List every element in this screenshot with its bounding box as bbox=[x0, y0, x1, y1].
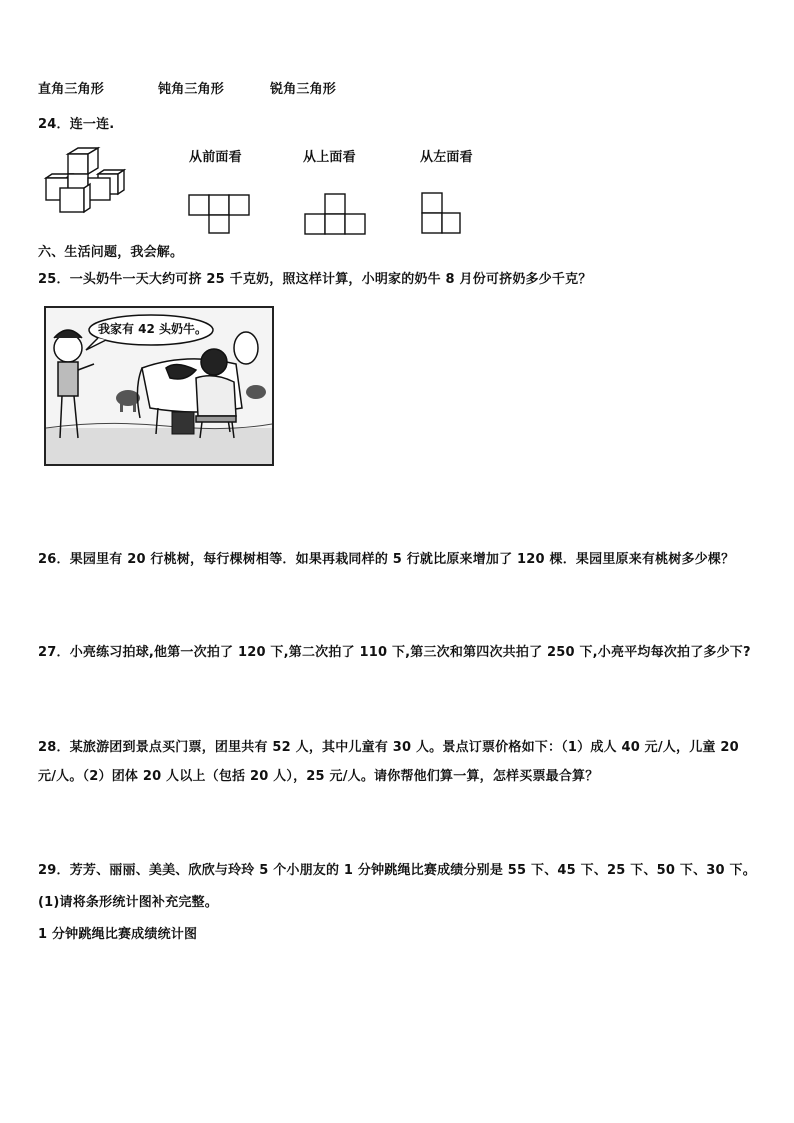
q24-title: 24．连一连. bbox=[38, 117, 115, 132]
q29-sub1: (1)请将条形统计图补充完整。 bbox=[38, 895, 218, 910]
option-right-triangle: 直角三角形 bbox=[38, 82, 105, 97]
view-label-top: 从上面看 bbox=[303, 150, 356, 165]
view-label-front: 从前面看 bbox=[189, 150, 242, 165]
option-acute-triangle: 锐角三角形 bbox=[270, 82, 337, 97]
top-view-shape bbox=[304, 193, 368, 235]
q27-text: 27．小亮练习拍球,他第一次拍了 120 下,第二次拍了 110 下,第三次和第四次共拍了 250 下,小亮平均每次拍了多少下? bbox=[38, 645, 751, 660]
view-label-left: 从左面看 bbox=[420, 150, 473, 165]
q28-line2: 元/人。（2）团体 20 人以上（包括 20 人），25 元/人。请你帮他们算一算，怎样买票最合算？ bbox=[38, 769, 599, 784]
milking-cow-illustration bbox=[44, 306, 274, 466]
speech-bubble-text: 我家有 42 头奶牛。 bbox=[98, 322, 208, 336]
left-view-shape bbox=[421, 192, 465, 236]
section-6-title: 六、生活问题，我会解。 bbox=[38, 245, 184, 260]
q26-text: 26．果园里有 20 行桃树，每行棵树相等．如果再栽同样的 5 行就比原来增加了 120 棵．果园里原来有桃树多少棵？ bbox=[38, 552, 735, 567]
q29-chart-title: 1 分钟跳绳比赛成绩统计图 bbox=[38, 927, 198, 942]
cube-stack-figure bbox=[40, 148, 130, 218]
option-obtuse-triangle: 钝角三角形 bbox=[158, 82, 225, 97]
front-view-shape bbox=[188, 194, 252, 234]
q28-line1: 28．某旅游团到景点买门票，团里共有 52 人，其中儿童有 30 人。景点订票价格如下：（1）成人 40 元/人，儿童 20 bbox=[38, 740, 739, 755]
q25-text: 25．一头奶牛一天大约可挤 25 千克奶，照这样计算，小明家的奶牛 8 月份可挤奶多少千克？ bbox=[38, 272, 592, 287]
q29-text: 29．芳芳、丽丽、美美、欣欣与玲玲 5 个小朋友的 1 分钟跳绳比赛成绩分别是 55 下、45 下、25 下、50 下、30 下。 bbox=[38, 863, 756, 878]
